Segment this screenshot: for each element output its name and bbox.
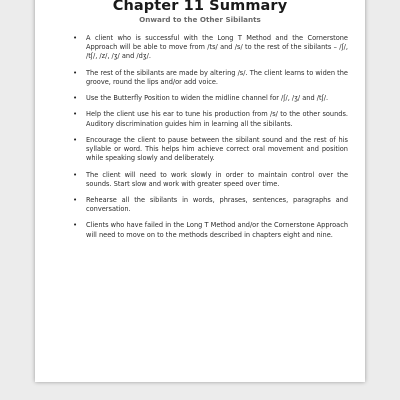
list-item-text: Clients who have failed in the Long T Method and/or the Cornerstone Approach will need to move on to the methods described in chapters eight and nine. (86, 221, 348, 239)
list-item-text: A client who is successful with the Long T Method and the Cornerstone Approach will be able to move from /ts/ and /s/ to the rest of the sibilants – /ʃ/, /tʃ/, /z/, /ʒ/ and /dʒ/. (86, 34, 348, 61)
list-item-text: Encourage the client to pause between the sibilant sound and the rest of his syllable or word. This helps him achieve correct oral movement and position while speaking slowly and deliberately. (86, 135, 348, 163)
document-page (35, 0, 365, 382)
list-item (73, 196, 348, 214)
list-item-text: Rehearse all the sibilants in words, phrases, sentences, paragraphs and conversation. (86, 196, 348, 214)
list-item-text: Help the client use his ear to tune his production from /s/ to the other sounds. Auditory discrimination guides him in learning all the sibilants. (86, 110, 348, 128)
summary-list (73, 34, 348, 247)
bullet-icon: • (73, 110, 78, 119)
bullet-icon: • (73, 221, 78, 230)
bullet-icon: • (73, 34, 78, 42)
list-item (73, 94, 348, 103)
page-subtitle: Onward to the Other Sibilants (139, 15, 261, 24)
list-item (73, 68, 348, 87)
list-item-text: Use the Butterfly Position to widen the midline channel for /ʃ/, /ʒ/ and /tʃ/. (86, 94, 329, 103)
bullet-icon: • (73, 94, 78, 103)
list-item (73, 34, 348, 61)
bullet-icon: • (73, 170, 78, 179)
list-item (73, 170, 348, 189)
bullet-icon: • (73, 196, 78, 204)
list-item (73, 221, 348, 239)
list-item (73, 110, 348, 128)
list-item-text: The client will need to work slowly in order to maintain control over the sounds. Start slow and work with greater speed over time. (86, 170, 348, 188)
list-item-text: The rest of the sibilants are made by altering /s/. The client learns to widen the groove, round the lips and/or add voice. (86, 68, 348, 86)
bullet-icon: • (73, 135, 78, 144)
list-item (73, 135, 348, 163)
bullet-icon: • (73, 68, 78, 77)
page-title: Chapter 11 Summary (112, 0, 288, 14)
